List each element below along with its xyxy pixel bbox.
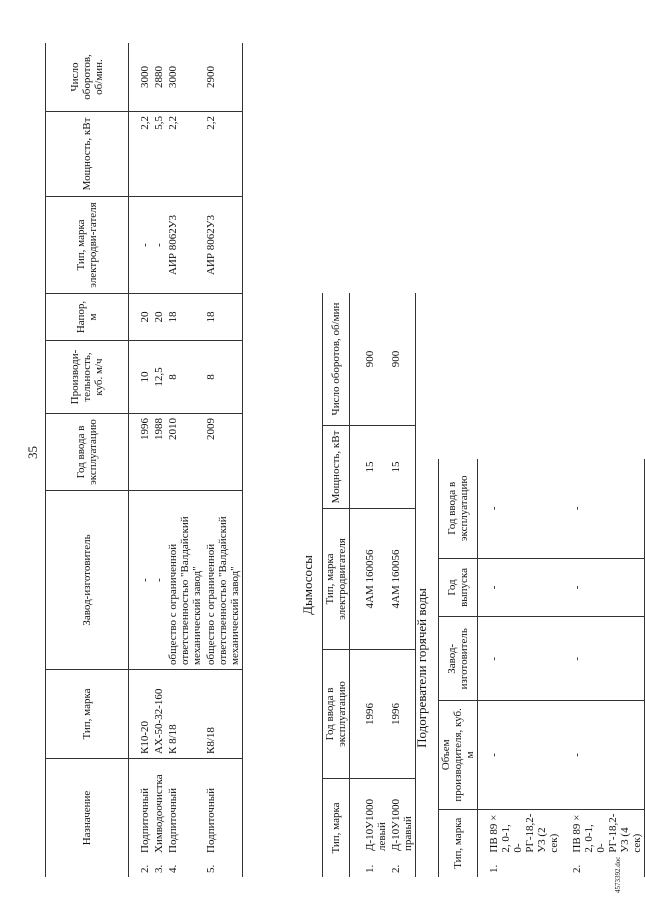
col-model: Тип, марка xyxy=(46,670,129,759)
table-row: 2. Подпиточный К10-20 - 1996 10 20 - 2,2 3000 xyxy=(129,43,153,877)
table-row: 2. ПВ 89 × 2, 0-1, 0-РГ-18,2-У3 (4 сек) - - - - xyxy=(561,459,645,877)
col-purpose: Назначение xyxy=(46,759,129,878)
smoke-exhausters-table xyxy=(322,293,416,877)
table-row: 5. Подпиточный К8/18 общество с ограниченной ответственностью "Валдайский механический завод" 2009 8 18 АИР 8062У3 2,2 2900 xyxy=(204,43,243,877)
col-power: Мощность, кВт xyxy=(46,112,129,197)
table-row: 4. Подпиточный К 8/18 общество с ограниченной ответственностью "Валдайский механический завод" 2010 8 18 АИР 8062У3 2,2 3000 xyxy=(166,43,204,877)
page-number: 35 xyxy=(25,446,40,459)
col-head: Напор, м xyxy=(46,294,129,341)
col-maker: Завод-изготовитель xyxy=(46,491,129,670)
table-row: 1. ПВ 89 × 2, 0-1, 0-РГ-18,2-У3 (2 сек) - - - - xyxy=(478,459,562,877)
table-header: Тип, марка Год ввода в эксплуатацию Тип, марка электродвигателя Мощность, кВт Число оборотов, об/мин xyxy=(323,293,350,877)
col-capacity: Производи-тельность, куб. м/ч xyxy=(46,341,129,414)
table-row: 3. Химводоочистка АХ-50-32-160 - 1988 12,5 20 - 5,5 2880 xyxy=(152,43,166,877)
table-header xyxy=(46,43,129,877)
water-heaters-table xyxy=(438,459,645,877)
col-rpm: Число оборотов, об/мин. xyxy=(46,43,129,112)
table-row: 2. Д-10У1000 правый 1996 4АМ 160056 15 900 xyxy=(389,293,416,877)
col-motor: Тип, марка электродви-гателя xyxy=(46,197,129,294)
water-heaters-caption: Подогреватели горячей воды xyxy=(414,588,429,748)
file-name-footer: 4573392.doc xyxy=(614,856,622,893)
smoke-exhausters-caption: Дымососы xyxy=(300,555,315,615)
pumps-table xyxy=(45,43,243,877)
table-header: Тип, марка Объем производителя, куб. м Завод-изготовитель Год выпуска Год ввода в эксплуатацию xyxy=(439,459,478,877)
table-row: 1. Д-10У1000 левый 1996 4АМ 160056 15 900 xyxy=(350,293,390,877)
col-year: Год ввода в эксплуатацию xyxy=(46,414,129,491)
